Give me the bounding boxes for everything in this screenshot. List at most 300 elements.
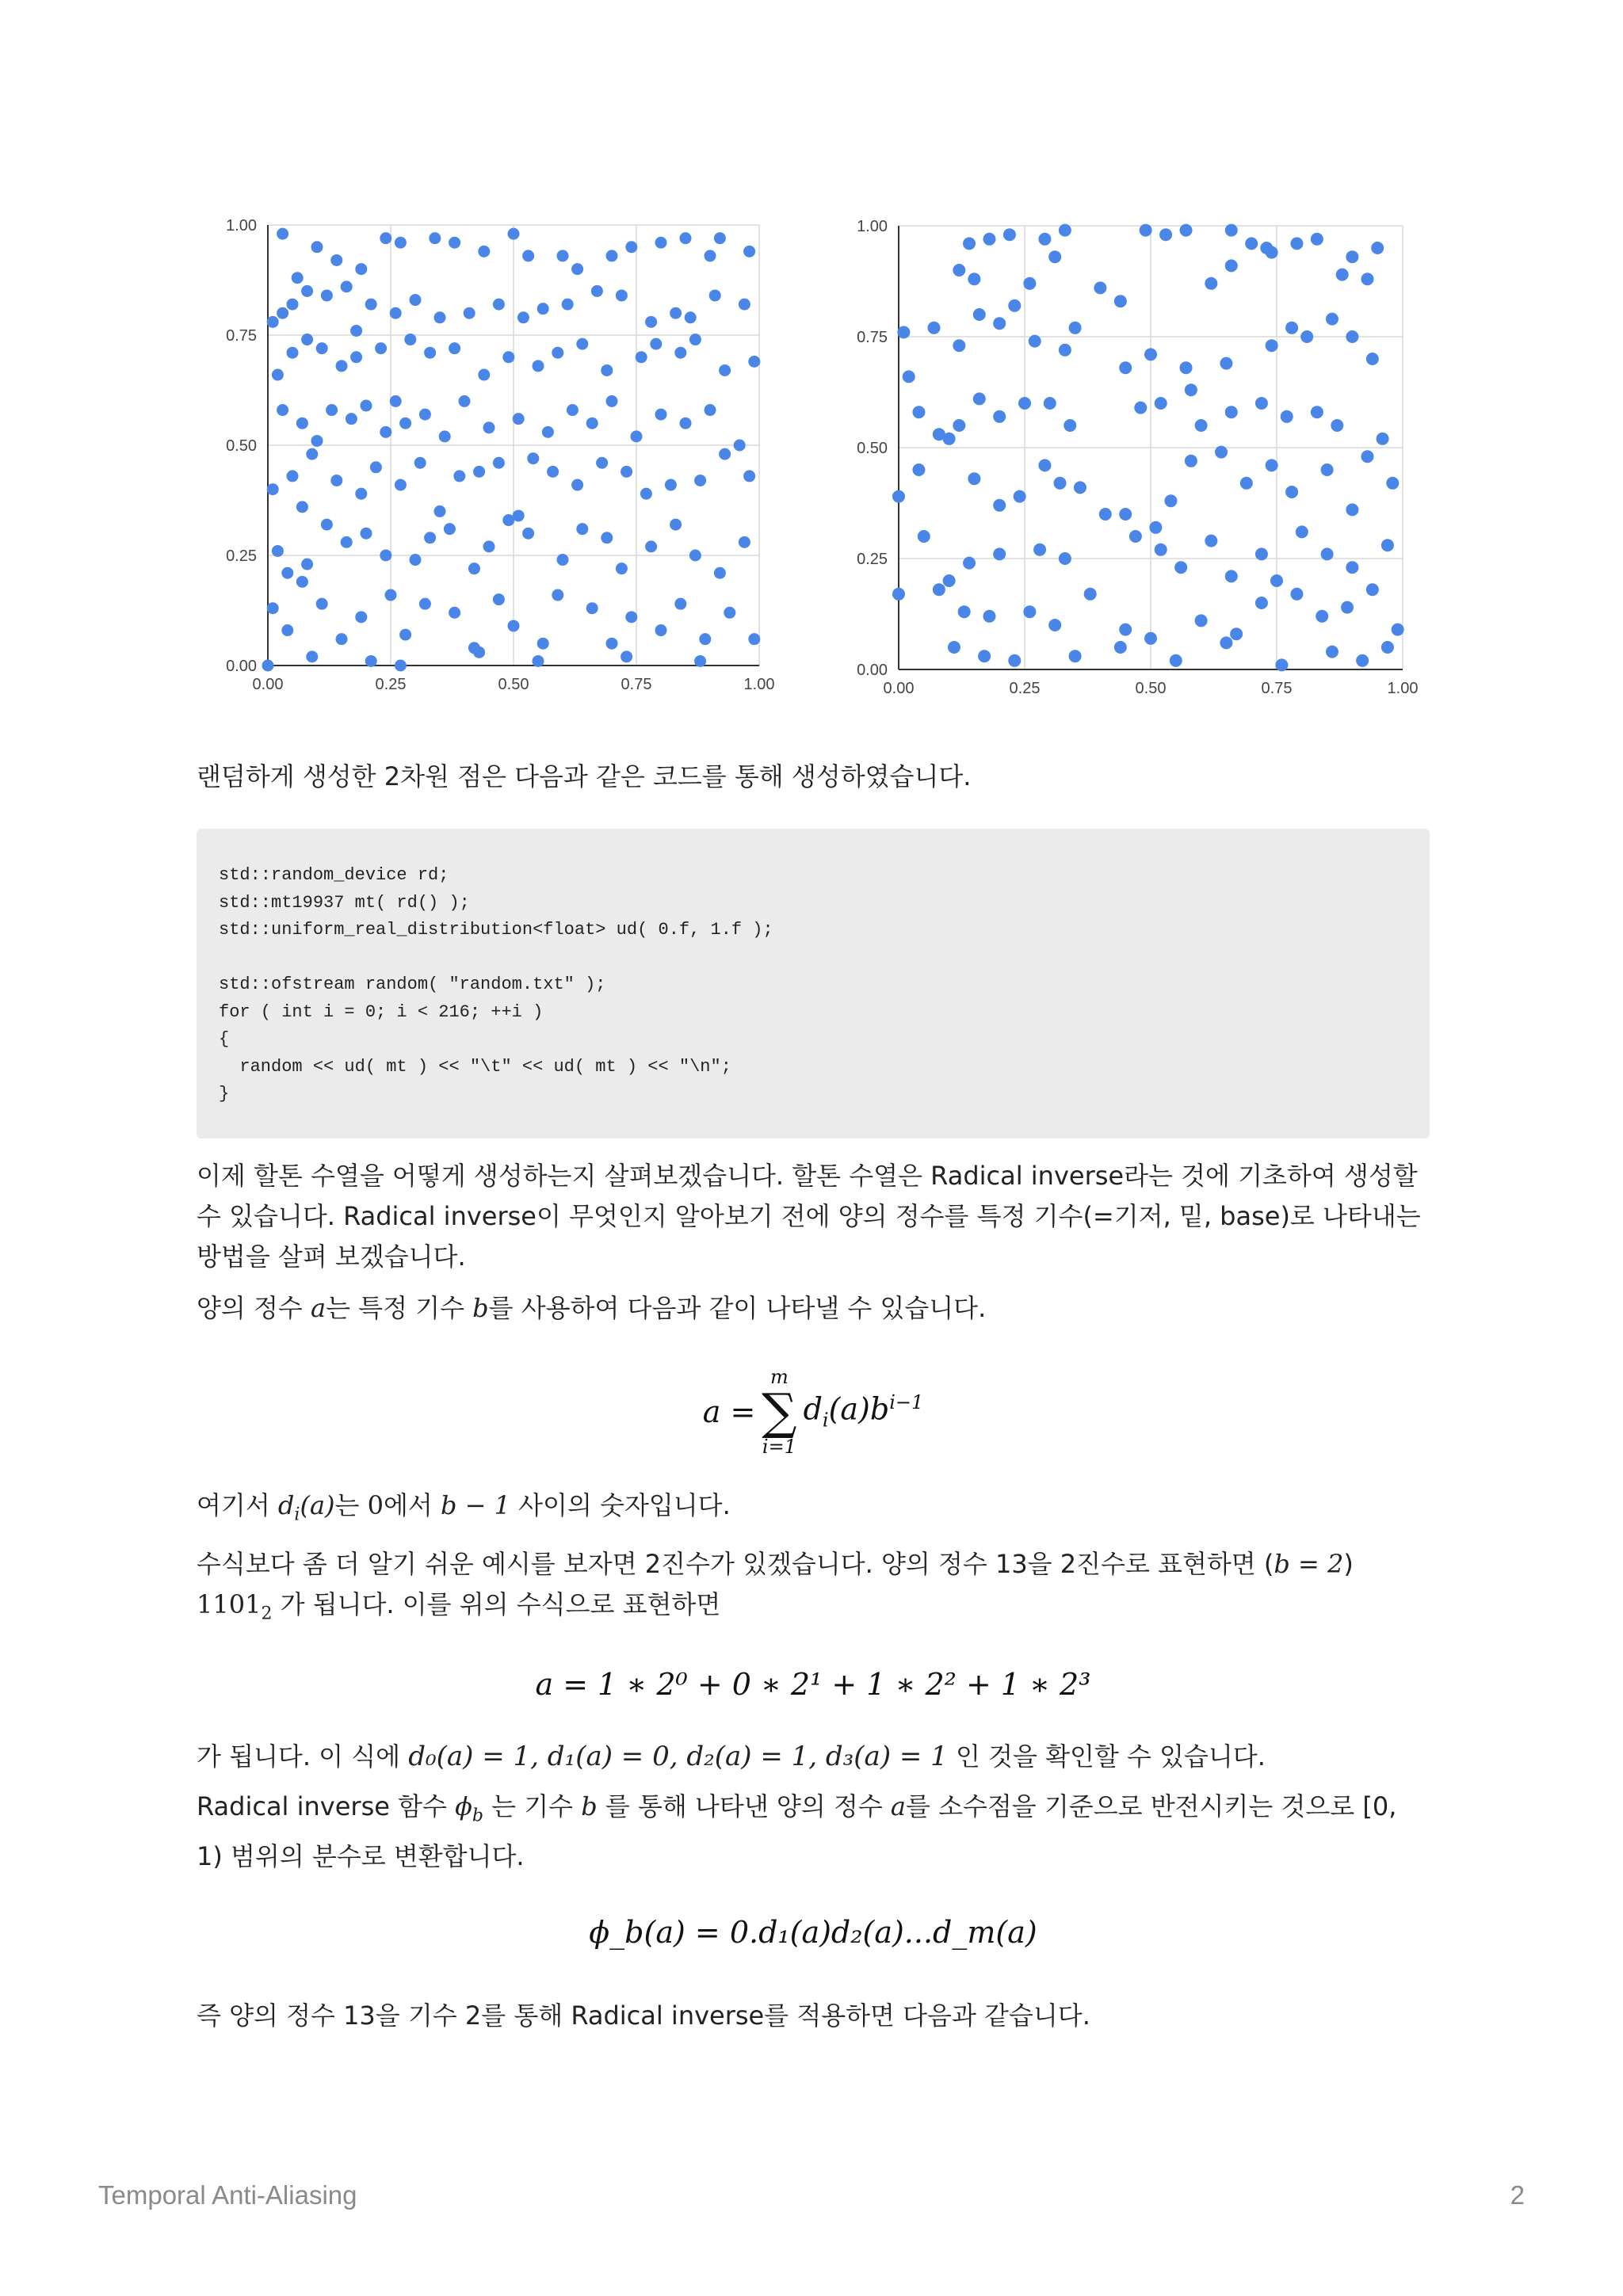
x-tick-label: 1.00 xyxy=(1387,680,1419,697)
data-point xyxy=(645,316,657,328)
data-point xyxy=(1215,446,1228,459)
data-point xyxy=(350,351,362,363)
data-point xyxy=(973,392,986,405)
data-point xyxy=(1366,353,1379,365)
data-point xyxy=(601,532,613,543)
data-point xyxy=(513,413,525,425)
data-point xyxy=(459,395,471,407)
data-point xyxy=(606,395,618,407)
data-point xyxy=(277,307,288,319)
data-point xyxy=(1266,459,1278,471)
y-tick-label: 0.25 xyxy=(857,551,888,568)
data-point xyxy=(1119,624,1132,636)
data-point xyxy=(1311,406,1323,418)
data-point xyxy=(267,483,279,495)
code-line xyxy=(219,944,1407,972)
data-point xyxy=(1377,433,1389,445)
data-point xyxy=(380,550,391,562)
data-point xyxy=(655,409,667,421)
data-point xyxy=(993,547,1006,560)
data-point xyxy=(395,660,407,672)
code-line: std::ofstream random( "random.txt" ); xyxy=(219,974,606,994)
halton-points-scatter-chart xyxy=(832,202,1434,709)
data-point xyxy=(1155,543,1167,556)
data-point xyxy=(277,228,288,240)
data-point xyxy=(493,593,505,605)
data-point xyxy=(714,567,726,579)
data-point xyxy=(1033,543,1046,556)
data-point xyxy=(355,488,367,500)
code-line: std::uniform_real_distribution<float> ud( 0.f, 1.f ); xyxy=(219,920,773,940)
data-point xyxy=(365,655,377,667)
data-point xyxy=(1371,242,1384,254)
data-point xyxy=(1119,361,1132,374)
data-point xyxy=(375,342,387,354)
data-point xyxy=(1281,410,1293,423)
data-point xyxy=(277,404,288,416)
data-point xyxy=(973,308,986,321)
data-point xyxy=(287,470,299,482)
data-point xyxy=(281,624,293,636)
data-point xyxy=(1180,361,1193,374)
data-point xyxy=(1205,535,1217,547)
x-tick-label: 0.00 xyxy=(252,676,284,693)
data-point xyxy=(341,536,353,548)
data-point xyxy=(978,650,991,662)
data-point xyxy=(301,334,313,345)
data-point xyxy=(674,598,686,610)
random-points-scatter-svg xyxy=(198,202,785,709)
page-number: 2 xyxy=(1510,2180,1525,2210)
data-point xyxy=(963,237,976,250)
data-point xyxy=(439,430,451,442)
data-point xyxy=(336,633,348,645)
data-point xyxy=(1346,330,1358,343)
x-tick-label: 0.25 xyxy=(1009,680,1041,697)
data-point xyxy=(621,466,632,478)
data-point xyxy=(1195,614,1208,627)
data-point xyxy=(1018,397,1031,410)
y-tick-label: 0.00 xyxy=(226,658,257,675)
data-point xyxy=(1144,632,1157,645)
data-point xyxy=(537,303,549,315)
data-point xyxy=(680,232,692,244)
data-point xyxy=(983,610,995,623)
data-point xyxy=(1381,539,1394,551)
data-point xyxy=(1346,503,1358,516)
data-point xyxy=(502,514,514,526)
data-point xyxy=(993,499,1006,512)
data-point xyxy=(287,347,299,359)
data-point xyxy=(709,289,721,301)
data-point xyxy=(1119,508,1132,521)
data-point xyxy=(1255,397,1268,410)
data-point xyxy=(1225,406,1238,418)
data-point xyxy=(892,490,905,503)
data-point xyxy=(1296,525,1308,538)
data-point xyxy=(1366,583,1379,596)
data-point xyxy=(719,448,731,460)
y-tick-label: 0.50 xyxy=(857,440,888,457)
data-point xyxy=(571,479,583,491)
data-point xyxy=(272,545,284,557)
data-point xyxy=(1099,508,1112,521)
data-point xyxy=(390,395,402,407)
data-point xyxy=(1008,299,1021,312)
data-point xyxy=(739,299,750,311)
data-point xyxy=(355,611,367,623)
data-point xyxy=(493,299,505,311)
data-point xyxy=(296,501,308,513)
data-point xyxy=(557,250,569,261)
x-tick-label: 0.75 xyxy=(1261,680,1293,697)
code-line: for ( int i = 0; i < 216; ++i ) xyxy=(219,1001,544,1022)
data-point xyxy=(958,605,971,618)
data-point xyxy=(424,532,436,543)
data-point xyxy=(1230,627,1243,640)
data-point xyxy=(311,241,323,253)
data-point xyxy=(636,351,647,363)
data-point xyxy=(1084,588,1097,601)
data-point xyxy=(346,413,357,425)
data-point xyxy=(903,370,915,383)
data-point xyxy=(1255,597,1268,609)
data-point xyxy=(468,563,480,574)
data-point xyxy=(1174,561,1187,574)
code-line: random << ud( mt ) << "\t" << ud( mt ) << "\n"; xyxy=(219,1056,731,1077)
data-point xyxy=(631,430,643,442)
data-point xyxy=(296,576,308,588)
math-b: b xyxy=(472,1292,489,1323)
paragraph-binary-example: 수식보다 좀 더 알기 쉬운 예시를 보자면 2진수가 있겠습니다. 양의 정수 13을 2진수로 표현하면 (b = 2) $1101_2$ 가 됩니다. 이를 위의 수식으로 표현하면 xyxy=(197,1548,1354,1624)
data-point xyxy=(694,655,706,667)
data-point xyxy=(1149,521,1162,534)
data-point xyxy=(1386,477,1399,490)
data-point xyxy=(1220,636,1232,649)
x-tick-label: 0.75 xyxy=(621,676,652,693)
data-point xyxy=(1059,344,1071,357)
data-point xyxy=(993,410,1006,423)
data-point xyxy=(321,289,333,301)
data-point xyxy=(419,409,431,421)
data-point xyxy=(419,598,431,610)
data-point xyxy=(1114,641,1127,654)
data-point xyxy=(650,338,662,350)
data-point xyxy=(699,633,711,645)
data-point xyxy=(1266,246,1278,259)
data-point xyxy=(321,519,333,531)
data-point xyxy=(1048,250,1061,263)
data-point xyxy=(748,633,760,645)
data-point xyxy=(537,638,549,650)
data-point xyxy=(395,237,407,249)
data-point xyxy=(892,588,905,601)
data-point xyxy=(1059,224,1071,237)
data-point xyxy=(429,232,441,244)
data-point xyxy=(616,289,628,301)
data-point xyxy=(640,488,652,500)
data-point xyxy=(424,347,436,359)
x-tick-label: 1.00 xyxy=(743,676,775,693)
data-point xyxy=(968,472,980,485)
data-point xyxy=(1225,224,1238,237)
data-point xyxy=(410,554,422,566)
data-point xyxy=(434,505,446,517)
data-point xyxy=(1003,228,1016,241)
data-point xyxy=(1159,228,1172,241)
data-point xyxy=(968,273,980,285)
data-point xyxy=(1180,224,1193,237)
equation-binary-expansion: a = 1 ∗ 2⁰ + 0 ∗ 2¹ + 1 ∗ 2² + 1 ∗ 2³ xyxy=(535,1667,1091,1703)
data-point xyxy=(547,466,559,478)
data-point xyxy=(272,369,284,381)
data-point xyxy=(483,421,495,433)
data-point xyxy=(493,457,505,469)
data-point xyxy=(953,419,965,432)
data-point xyxy=(1185,383,1197,396)
data-point xyxy=(1029,335,1041,348)
data-point xyxy=(370,461,382,473)
data-point xyxy=(655,624,667,636)
data-point xyxy=(1170,654,1182,667)
data-point xyxy=(719,364,731,376)
data-point xyxy=(912,406,925,418)
data-point xyxy=(361,399,372,411)
code-line: } xyxy=(219,1084,230,1104)
equation-radical-inverse: ϕ_b(a) = 0.d₁(a)d₂(a)...d_m(a) xyxy=(589,1914,1037,1950)
data-point xyxy=(473,466,485,478)
code-line: std::mt19937 mt( rd() ); xyxy=(219,892,470,913)
data-point xyxy=(552,589,563,601)
paragraph-base-repr: 양의 정수 a는 특정 기수 b를 사용하여 다음과 같이 나타낼 수 있습니다. xyxy=(197,1292,987,1323)
y-tick-label: 0.75 xyxy=(857,329,888,346)
data-point xyxy=(533,655,544,667)
x-tick-label: 0.00 xyxy=(883,680,915,697)
data-point xyxy=(508,228,520,240)
data-point xyxy=(1225,570,1238,582)
data-point xyxy=(670,307,682,319)
document-body xyxy=(197,757,1430,2036)
data-point xyxy=(1270,574,1283,587)
data-point xyxy=(449,237,460,249)
data-point xyxy=(1023,605,1036,618)
data-point xyxy=(1069,322,1082,334)
data-point xyxy=(983,233,995,246)
data-point xyxy=(1356,654,1369,667)
data-point xyxy=(665,479,677,491)
data-point xyxy=(714,232,726,244)
data-point xyxy=(601,364,613,376)
data-point xyxy=(296,418,308,429)
paragraph-radical-inverse: Radical inverse 함수 $\phi_b$ 는 기수 b 를 통해 나타낸 양의 정수 a를 소수점을 기준으로 반전시키는 것으로 [0, 1) 범위의 분수로 변환합니다. xyxy=(197,1791,1397,1871)
data-point xyxy=(1381,641,1394,654)
y-tick-label: 1.00 xyxy=(857,218,888,235)
data-point xyxy=(301,285,313,297)
data-point xyxy=(552,347,563,359)
data-point xyxy=(918,530,930,543)
data-point xyxy=(993,317,1006,330)
code-line: std::random_device rd; xyxy=(219,865,449,885)
data-point xyxy=(689,550,701,562)
data-point xyxy=(625,611,637,623)
data-point xyxy=(1361,450,1373,463)
data-point xyxy=(281,567,293,579)
data-point xyxy=(444,523,456,535)
y-tick-label: 0.00 xyxy=(857,662,888,679)
data-point xyxy=(306,650,318,662)
data-point xyxy=(1285,322,1298,334)
data-point xyxy=(330,475,342,486)
paragraph-digit-values: 가 됩니다. 이 식에 d₀(a) = 1, d₁(a) = 0, d₂(a) = 1, d₃(a) = 1 인 것을 확인할 수 있습니다. xyxy=(197,1741,1266,1773)
data-point xyxy=(625,241,637,253)
data-point xyxy=(621,650,632,662)
data-point xyxy=(576,338,588,350)
data-point xyxy=(963,557,976,570)
data-point xyxy=(674,347,686,359)
data-point xyxy=(1321,547,1334,560)
data-point xyxy=(606,638,618,650)
data-point xyxy=(522,528,534,540)
halton-points-scatter-svg xyxy=(832,202,1434,709)
data-point xyxy=(1290,588,1303,601)
data-point xyxy=(287,299,299,311)
data-point xyxy=(953,339,965,352)
data-point xyxy=(483,540,495,552)
data-point xyxy=(576,523,588,535)
data-point xyxy=(361,528,372,540)
data-point xyxy=(616,563,628,574)
data-point xyxy=(390,307,402,319)
data-point xyxy=(1074,481,1086,494)
data-point xyxy=(464,307,475,319)
code-line: { xyxy=(219,1029,230,1049)
data-point xyxy=(1240,477,1253,490)
data-point xyxy=(365,299,377,311)
data-point xyxy=(1341,601,1354,614)
data-point xyxy=(478,369,490,381)
data-point xyxy=(1331,419,1343,432)
data-point xyxy=(1038,459,1051,471)
paragraph-halton-intro: 이제 할톤 수열을 어떻게 생성하는지 살펴보겠습니다. 할톤 수열은 Radical inverse라는 것에 기초하여 생성할 수 있습니다. Radical inverse이 무엇인지 알아보기 전에 양의 정수를 특정 기수(=기저, 밑, base)로 나타내는 방법을 살펴 보겠습니다. xyxy=(197,1160,1421,1272)
data-point xyxy=(557,554,569,566)
data-point xyxy=(571,263,583,275)
data-point xyxy=(739,536,750,548)
data-point xyxy=(1140,224,1152,237)
data-point xyxy=(1129,530,1142,543)
data-point xyxy=(1144,348,1157,360)
data-point xyxy=(311,435,323,447)
data-point xyxy=(912,463,925,476)
data-point xyxy=(330,254,342,266)
data-point xyxy=(948,641,960,654)
paragraph-digit-range: 여기서 $d_i(a)$는 0에서 b − 1 사이의 숫자입니다. xyxy=(197,1489,731,1524)
data-point xyxy=(591,285,603,297)
data-point xyxy=(1185,455,1197,467)
data-point xyxy=(1361,273,1373,285)
y-tick-label: 0.50 xyxy=(226,437,257,455)
data-point xyxy=(897,326,910,338)
data-point xyxy=(292,272,304,284)
data-point xyxy=(1300,330,1313,343)
data-point xyxy=(336,360,348,372)
data-point xyxy=(1326,313,1338,326)
data-point xyxy=(385,589,397,601)
data-point xyxy=(734,440,746,452)
data-point xyxy=(645,540,657,552)
data-point xyxy=(705,250,716,261)
equation-sum: a = m ∑ i=1 $d_i(a)b^{i-1}$ xyxy=(702,1365,924,1458)
data-point xyxy=(689,334,701,345)
data-point xyxy=(1266,339,1278,352)
data-point xyxy=(1311,233,1323,246)
data-point xyxy=(1290,237,1303,250)
data-point xyxy=(743,470,755,482)
x-tick-label: 0.50 xyxy=(1135,680,1167,697)
data-point xyxy=(1023,277,1036,290)
data-point xyxy=(478,246,490,257)
data-point xyxy=(1038,233,1051,246)
paragraph-apply-example: 즉 양의 정수 13을 기수 2를 통해 Radical inverse를 적용하면 다음과 같습니다. xyxy=(197,2000,1090,2031)
math-a: a xyxy=(311,1292,327,1323)
data-point xyxy=(1195,419,1208,432)
data-point xyxy=(1255,547,1268,560)
data-point xyxy=(1164,494,1177,507)
data-point xyxy=(522,250,534,261)
data-point xyxy=(1316,610,1328,623)
data-point xyxy=(453,470,465,482)
data-point xyxy=(953,264,965,277)
data-point xyxy=(748,356,760,368)
data-point xyxy=(434,311,446,323)
data-point xyxy=(567,404,579,416)
data-point xyxy=(933,583,945,596)
data-point xyxy=(473,646,485,658)
random-points-scatter-chart xyxy=(198,202,785,709)
data-point xyxy=(508,620,520,631)
data-point xyxy=(341,280,353,292)
data-point xyxy=(306,448,318,460)
data-point xyxy=(1392,624,1404,636)
data-point xyxy=(1064,419,1076,432)
data-point xyxy=(395,479,407,491)
data-point xyxy=(743,246,755,257)
data-point xyxy=(355,263,367,275)
data-point xyxy=(694,475,706,486)
data-point xyxy=(1059,552,1071,565)
data-point xyxy=(606,250,618,261)
data-point xyxy=(449,342,460,354)
data-point xyxy=(1014,490,1026,503)
data-point xyxy=(267,316,279,328)
data-point xyxy=(1114,295,1127,307)
data-point xyxy=(1008,654,1021,667)
data-point xyxy=(1205,277,1217,290)
data-point xyxy=(1285,486,1298,498)
data-point xyxy=(1336,269,1349,281)
data-point xyxy=(943,574,956,587)
data-point xyxy=(380,232,391,244)
data-point xyxy=(1245,237,1258,250)
data-point xyxy=(316,342,328,354)
data-point xyxy=(1275,658,1288,671)
data-point xyxy=(380,426,391,438)
data-point xyxy=(533,360,544,372)
data-point xyxy=(928,322,941,334)
paragraph-random-intro: 랜덤하게 생성한 2차원 점은 다음과 같은 코드를 통해 생성하였습니다. xyxy=(197,761,972,791)
data-point xyxy=(1134,402,1147,414)
data-point xyxy=(1321,463,1334,476)
data-point xyxy=(350,325,362,337)
